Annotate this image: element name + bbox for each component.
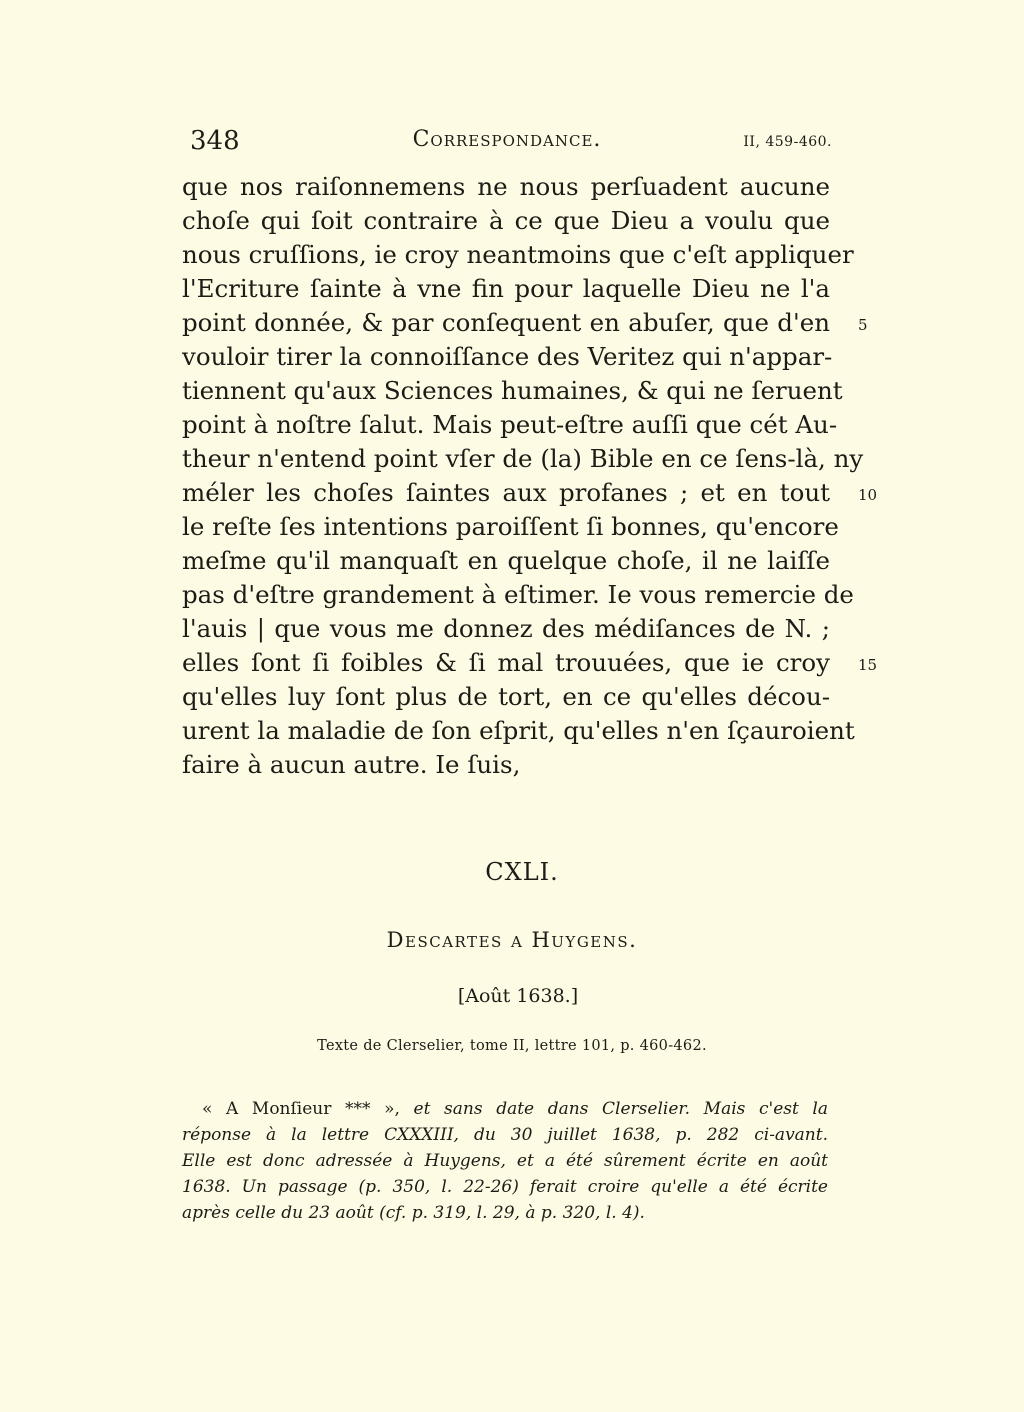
running-title: Correspondance.	[412, 127, 602, 152]
letter-source: Texte de Clerselier, tome II, lettre 101, p. 460-462.	[317, 1038, 707, 1054]
text-line: le reſte ſes intentions paroiſſent ſi bonnes, qu'encore	[182, 512, 839, 541]
text-line: theur n'entend point vſer de (la) Bible en ce ſens-là, ny	[182, 444, 864, 473]
text-line: choſe qui ſoit contraire à ce que Dieu a voulu que	[182, 206, 830, 235]
text-line: tiennent qu'aux Sciences humaines, & qui ne ſeruent	[182, 376, 843, 405]
text-line-content: elles ſont ſi foibles & ſi mal trouuées, que ie croy	[182, 648, 830, 677]
note-line: 1638. Un passage (p. 350, l. 22-26) ferait croire qu'elle a été écrite	[182, 1177, 828, 1197]
text-line: meſme qu'il manquaſt en quelque choſe, il ne laiſſe	[182, 546, 830, 575]
text-line-5	[182, 306, 868, 340]
text-line-content: méler les choſes ſaintes aux profanes ; et en tout	[182, 478, 830, 507]
text-line: que nos raiſonnemens ne nous perſuadent aucune	[182, 172, 830, 201]
text-line-15	[182, 646, 878, 680]
text-line: nous cruſſions, ie croy neantmoins que c'eſt appliquer	[182, 240, 854, 269]
text-line: point à noſtre ſalut. Mais peut-eſtre auſſi que cét Au-	[182, 410, 838, 439]
page-number: 348	[190, 126, 240, 156]
letter-addressee: Descartes a Huygens.	[386, 928, 638, 952]
page-reference: II, 459-460.	[743, 134, 832, 150]
note-line	[182, 1096, 828, 1122]
note-line: Elle est donc adressée à Huygens, et a été sûrement écrite en août	[182, 1151, 828, 1171]
text-line: l'Ecriture ſainte à vne fin pour laquelle Dieu ne l'a	[182, 274, 830, 303]
text-line: faire à aucun autre. Ie ſuis,	[182, 750, 521, 779]
text-line-content: point donnée, & par conſequent en abuſer, que d'en	[182, 308, 830, 337]
text-line: vouloir tirer la connoiſſance des Veritez qui n'appar-	[182, 342, 833, 371]
letter-body-text	[182, 170, 878, 782]
running-header	[182, 122, 832, 162]
editorial-note	[182, 1096, 828, 1226]
text-line-10	[182, 476, 878, 510]
line-number: 15	[858, 656, 878, 674]
text-line: qu'elles luy ſont plus de tort, en ce qu'elles décou-	[182, 682, 830, 711]
line-number: 10	[858, 486, 878, 504]
line-number: 5	[858, 316, 868, 334]
note-line: après celle du 23 août (cf. p. 319, l. 29, à p. 320, l. 4).	[182, 1203, 645, 1223]
letter-numeral: CXLI.	[485, 858, 559, 886]
note-quote: « A Monſieur *** »,	[202, 1099, 400, 1119]
note-text: et sans date dans Clerselier. Mais c'est la	[399, 1099, 828, 1119]
text-line: urent la maladie de ſon eſprit, qu'elles n'en ſçauroient	[182, 716, 855, 745]
text-line: l'auis | que vous me donnez des médiſances de N. ;	[182, 614, 830, 643]
text-line: pas d'eſtre grandement à eſtimer. Ie vous remercie de	[182, 580, 854, 609]
letter-date: [Août 1638.]	[457, 985, 579, 1007]
note-line: réponse à la lettre CXXXIII, du 30 juillet 1638, p. 282 ci-avant.	[182, 1125, 828, 1145]
